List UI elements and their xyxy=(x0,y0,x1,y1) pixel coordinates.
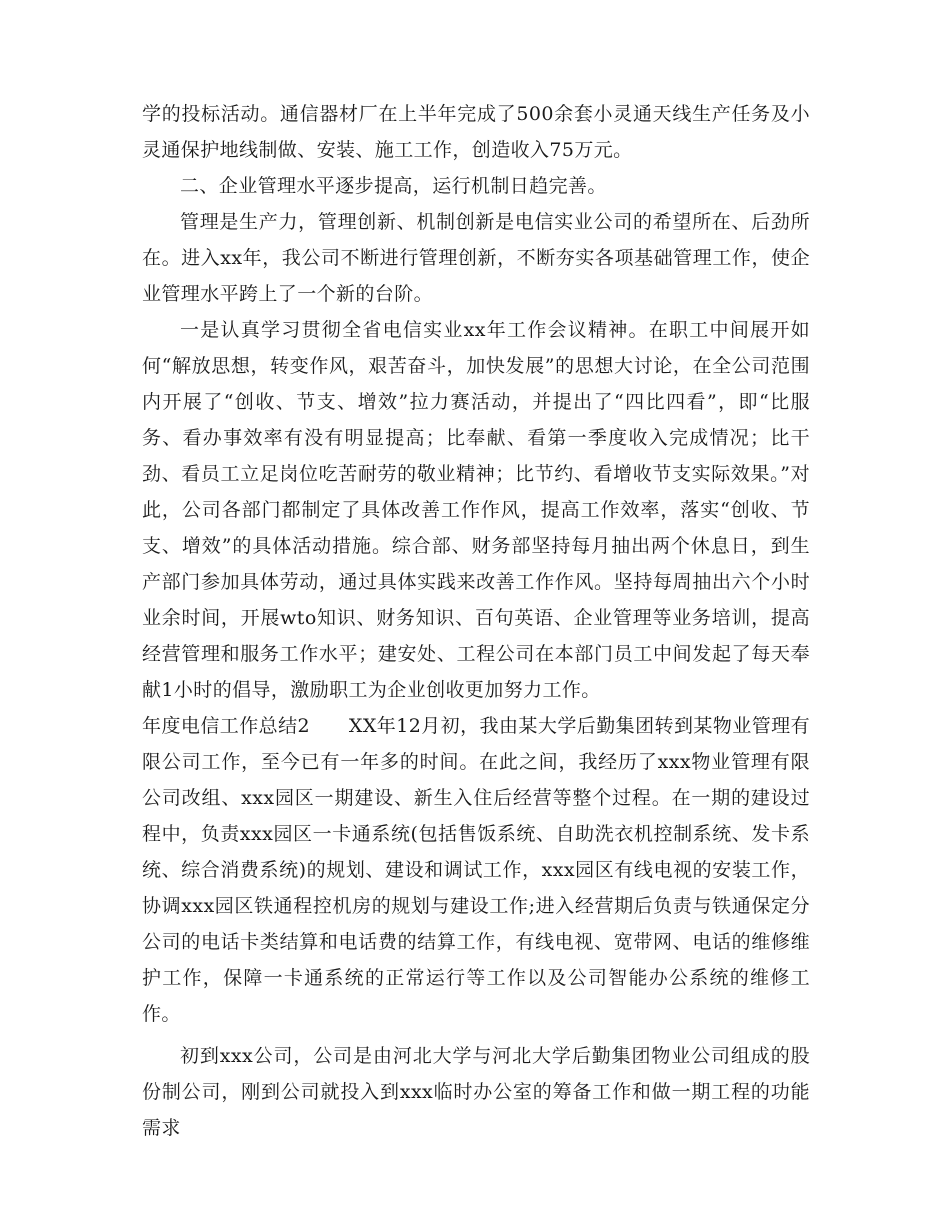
document-body xyxy=(142,96,810,1146)
section-text: XX年12月初，我由某大学后勤集团转到某物业管理有限公司工作，至今已有一年多的时间。在此之间，我经历了xxx物业管理有限公司改组、xxx园区一期建设、新生入住后经营等整个过程。在一期的建设过程中，负责xxx园区一卡通系统(包括售饭系统、自助洗衣机控制系统、发卡系统、综合消费系统)的规划、建设和调试工作，xxx园区有线电视的安装工作，协调xxx园区铁通程控机房的规划与建设工作;进入经营期后负责与铁通保定分公司的电话卡类结算和电话费的结算工作，有线电视、宽带网、电话的维修维护工作，保障一卡通系统的正常运行等工作以及公司智能办公系统的维修工作。 xyxy=(142,715,810,1025)
section-title: 年度电信工作总结2 xyxy=(142,715,311,737)
paragraph-3: 管理是生产力，管理创新、机制创新是电信实业公司的希望所在、后劲所在。进入xx年，我公司不断进行管理创新，不断夯实各项基础管理工作，使企业管理水平跨上了一个新的台阶。 xyxy=(142,211,810,305)
paragraph-4: 一是认真学习贯彻全省电信实业xx年工作会议精神。在职工中间展开如何“解放思想，转变作风，艰苦奋斗，加快发展”的思想大讨论，在全公司范围内开展了“创收、节支、增效”拉力赛活动，并提出了“四比四看”，即“比服务、看办事效率有没有明显提高；比奉献、看第一季度收入完成情况；比干劲、看员工立足岗位吃苦耐劳的敬业精神；比节约、看增收节支实际效果。”对此，公司各部门都制定了具体改善工作作风，提高工作效率，落实“创收、节支、增效”的具体活动措施。综合部、财务部坚持每月抽出两个休息日，到生产部门参加具体劳动，通过具体实践来改善工作作风。坚持每周抽出六个小时业余时间，开展wto知识、财务知识、百句英语、企业管理等业务培训，提高经营管理和服务工作水平；建安处、工程公司在本部门员工中间发起了每天奉献1小时的倡导，激励职工为企业创收更加努力工作。 xyxy=(142,319,810,701)
closing-paragraph: 初到xxx公司，公司是由河北大学与河北大学后勤集团物业公司组成的股份制公司，刚到公司就投入到xxx临时办公室的筹备工作和做一期工程的功能需求 xyxy=(142,1045,810,1139)
section-paragraph xyxy=(142,708,810,1032)
paragraph-1: 学的投标活动。通信器材厂在上半年完成了500余套小灵通天线生产任务及小灵通保护地线制做、安装、施工工作，创造收入75万元。 xyxy=(142,103,810,161)
section-title-gap xyxy=(310,715,349,737)
paragraph-2: 二、企业管理水平逐步提高，运行机制日趋完善。 xyxy=(180,175,607,197)
